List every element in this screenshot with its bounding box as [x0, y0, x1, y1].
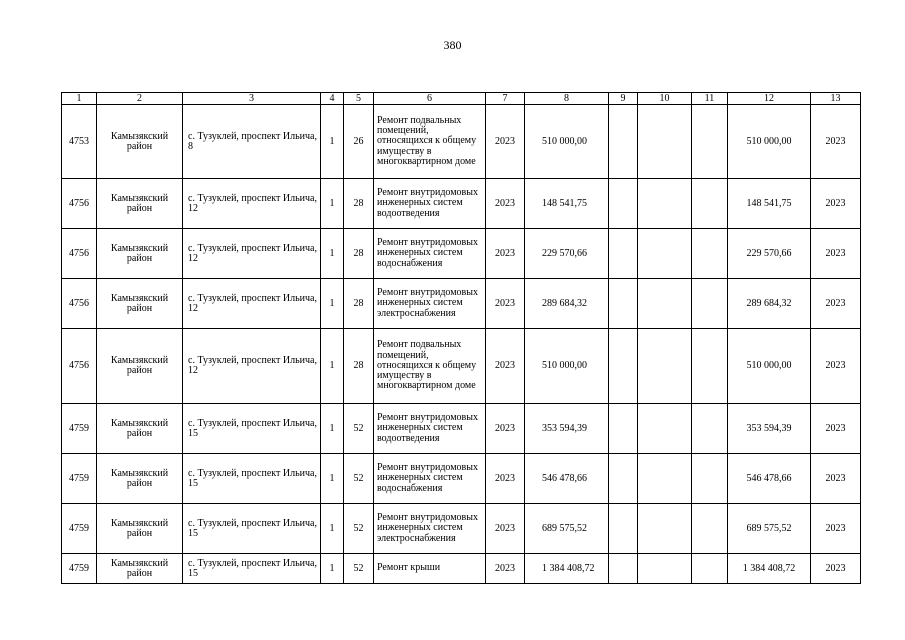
cell-col5: 28	[344, 229, 374, 279]
cell-col10	[638, 179, 692, 229]
column-header: 2	[97, 93, 183, 105]
cell-col13-year: 2023	[811, 105, 861, 179]
column-header: 10	[638, 93, 692, 105]
column-header: 6	[374, 93, 486, 105]
cell-col9	[609, 404, 638, 454]
cell-work-description: Ремонт подвальных помещений, относящихся к общему имуществу в многоквартирном доме	[374, 329, 486, 404]
cell-district: Камызякский район	[97, 229, 183, 279]
cell-col5: 52	[344, 454, 374, 504]
cell-col12-cost: 510 000,00	[728, 105, 811, 179]
cell-id: 4759	[62, 404, 97, 454]
cell-id: 4756	[62, 279, 97, 329]
cell-year: 2023	[486, 329, 525, 404]
cell-work-description: Ремонт внутридомовых инженерных систем электроснабжения	[374, 504, 486, 554]
cell-year: 2023	[486, 554, 525, 584]
cell-id: 4759	[62, 454, 97, 504]
column-header: 3	[183, 93, 321, 105]
cell-col12-cost: 510 000,00	[728, 329, 811, 404]
register-table	[61, 92, 861, 584]
cell-col9	[609, 504, 638, 554]
cell-col11	[692, 279, 728, 329]
cell-col9	[609, 229, 638, 279]
cell-address: с. Тузуклей, проспект Ильича, 15	[183, 504, 321, 554]
cell-col5: 26	[344, 105, 374, 179]
cell-district: Камызякский район	[97, 105, 183, 179]
cell-address: с. Тузуклей, проспект Ильича, 15	[183, 404, 321, 454]
cell-id: 4759	[62, 554, 97, 584]
cell-col13-year: 2023	[811, 454, 861, 504]
cell-address: с. Тузуклей, проспект Ильича, 12	[183, 279, 321, 329]
table-row	[62, 554, 861, 584]
cell-total-cost: 546 478,66	[525, 454, 609, 504]
cell-work-description: Ремонт внутридомовых инженерных систем водоотведения	[374, 179, 486, 229]
cell-col4: 1	[321, 504, 344, 554]
column-header: 5	[344, 93, 374, 105]
cell-col5: 52	[344, 554, 374, 584]
column-header: 11	[692, 93, 728, 105]
cell-col13-year: 2023	[811, 404, 861, 454]
cell-col5: 28	[344, 329, 374, 404]
cell-col10	[638, 504, 692, 554]
cell-col12-cost: 229 570,66	[728, 229, 811, 279]
table-row	[62, 454, 861, 504]
cell-district: Камызякский район	[97, 554, 183, 584]
cell-col4: 1	[321, 404, 344, 454]
cell-col10	[638, 329, 692, 404]
cell-col12-cost: 1 384 408,72	[728, 554, 811, 584]
cell-col9	[609, 105, 638, 179]
cell-total-cost: 148 541,75	[525, 179, 609, 229]
cell-district: Камызякский район	[97, 404, 183, 454]
cell-col13-year: 2023	[811, 504, 861, 554]
cell-col11	[692, 179, 728, 229]
cell-col12-cost: 689 575,52	[728, 504, 811, 554]
cell-work-description: Ремонт внутридомовых инженерных систем электроснабжения	[374, 279, 486, 329]
cell-col12-cost: 353 594,39	[728, 404, 811, 454]
cell-col4: 1	[321, 105, 344, 179]
cell-col10	[638, 554, 692, 584]
cell-col13-year: 2023	[811, 179, 861, 229]
cell-year: 2023	[486, 504, 525, 554]
cell-col10	[638, 279, 692, 329]
cell-work-description: Ремонт внутридомовых инженерных систем водоотведения	[374, 404, 486, 454]
table-row	[62, 105, 861, 179]
cell-work-description: Ремонт крыши	[374, 554, 486, 584]
cell-col4: 1	[321, 179, 344, 229]
cell-col4: 1	[321, 279, 344, 329]
cell-address: с. Тузуклей, проспект Ильича, 15	[183, 454, 321, 504]
cell-id: 4759	[62, 504, 97, 554]
table-row	[62, 329, 861, 404]
column-header: 13	[811, 93, 861, 105]
cell-year: 2023	[486, 454, 525, 504]
cell-col4: 1	[321, 329, 344, 404]
cell-col11	[692, 454, 728, 504]
column-number-row	[62, 93, 861, 105]
cell-address: с. Тузуклей, проспект Ильича, 12	[183, 229, 321, 279]
cell-col9	[609, 454, 638, 504]
cell-col12-cost: 289 684,32	[728, 279, 811, 329]
table-row	[62, 279, 861, 329]
cell-col10	[638, 404, 692, 454]
cell-col11	[692, 554, 728, 584]
table-row	[62, 229, 861, 279]
column-header: 7	[486, 93, 525, 105]
cell-col10	[638, 105, 692, 179]
cell-year: 2023	[486, 279, 525, 329]
cell-district: Камызякский район	[97, 279, 183, 329]
cell-address: с. Тузуклей, проспект Ильича, 12	[183, 179, 321, 229]
cell-total-cost: 689 575,52	[525, 504, 609, 554]
cell-col9	[609, 329, 638, 404]
table-row	[62, 179, 861, 229]
cell-col12-cost: 546 478,66	[728, 454, 811, 504]
cell-col5: 28	[344, 179, 374, 229]
cell-col12-cost: 148 541,75	[728, 179, 811, 229]
cell-col11	[692, 105, 728, 179]
cell-col13-year: 2023	[811, 554, 861, 584]
cell-district: Камызякский район	[97, 504, 183, 554]
cell-col10	[638, 229, 692, 279]
column-header: 4	[321, 93, 344, 105]
cell-col4: 1	[321, 229, 344, 279]
cell-col11	[692, 504, 728, 554]
column-header: 9	[609, 93, 638, 105]
cell-id: 4756	[62, 229, 97, 279]
cell-col5: 52	[344, 404, 374, 454]
cell-district: Камызякский район	[97, 329, 183, 404]
cell-work-description: Ремонт внутридомовых инженерных систем водоснабжения	[374, 454, 486, 504]
cell-year: 2023	[486, 179, 525, 229]
cell-id: 4753	[62, 105, 97, 179]
cell-total-cost: 510 000,00	[525, 105, 609, 179]
cell-work-description: Ремонт подвальных помещений, относящихся к общему имуществу в многоквартирном доме	[374, 105, 486, 179]
cell-total-cost: 1 384 408,72	[525, 554, 609, 584]
cell-col5: 52	[344, 504, 374, 554]
cell-total-cost: 353 594,39	[525, 404, 609, 454]
cell-total-cost: 510 000,00	[525, 329, 609, 404]
cell-total-cost: 229 570,66	[525, 229, 609, 279]
cell-year: 2023	[486, 105, 525, 179]
cell-work-description: Ремонт внутридомовых инженерных систем водоснабжения	[374, 229, 486, 279]
cell-col11	[692, 404, 728, 454]
cell-col11	[692, 329, 728, 404]
cell-col10	[638, 454, 692, 504]
cell-district: Камызякский район	[97, 179, 183, 229]
cell-address: с. Тузуклей, проспект Ильича, 15	[183, 554, 321, 584]
cell-col9	[609, 554, 638, 584]
cell-col9	[609, 279, 638, 329]
column-header: 8	[525, 93, 609, 105]
cell-year: 2023	[486, 404, 525, 454]
column-header: 12	[728, 93, 811, 105]
table-row	[62, 404, 861, 454]
cell-total-cost: 289 684,32	[525, 279, 609, 329]
cell-col13-year: 2023	[811, 279, 861, 329]
column-header: 1	[62, 93, 97, 105]
cell-address: с. Тузуклей, проспект Ильича, 8	[183, 105, 321, 179]
cell-col4: 1	[321, 454, 344, 504]
cell-col11	[692, 229, 728, 279]
cell-district: Камызякский район	[97, 454, 183, 504]
page-number: 380	[443, 38, 462, 52]
table-row	[62, 504, 861, 554]
cell-col5: 28	[344, 279, 374, 329]
cell-col13-year: 2023	[811, 229, 861, 279]
cell-col13-year: 2023	[811, 329, 861, 404]
cell-id: 4756	[62, 329, 97, 404]
cell-year: 2023	[486, 229, 525, 279]
cell-address: с. Тузуклей, проспект Ильича, 12	[183, 329, 321, 404]
cell-id: 4756	[62, 179, 97, 229]
cell-col4: 1	[321, 554, 344, 584]
cell-col9	[609, 179, 638, 229]
